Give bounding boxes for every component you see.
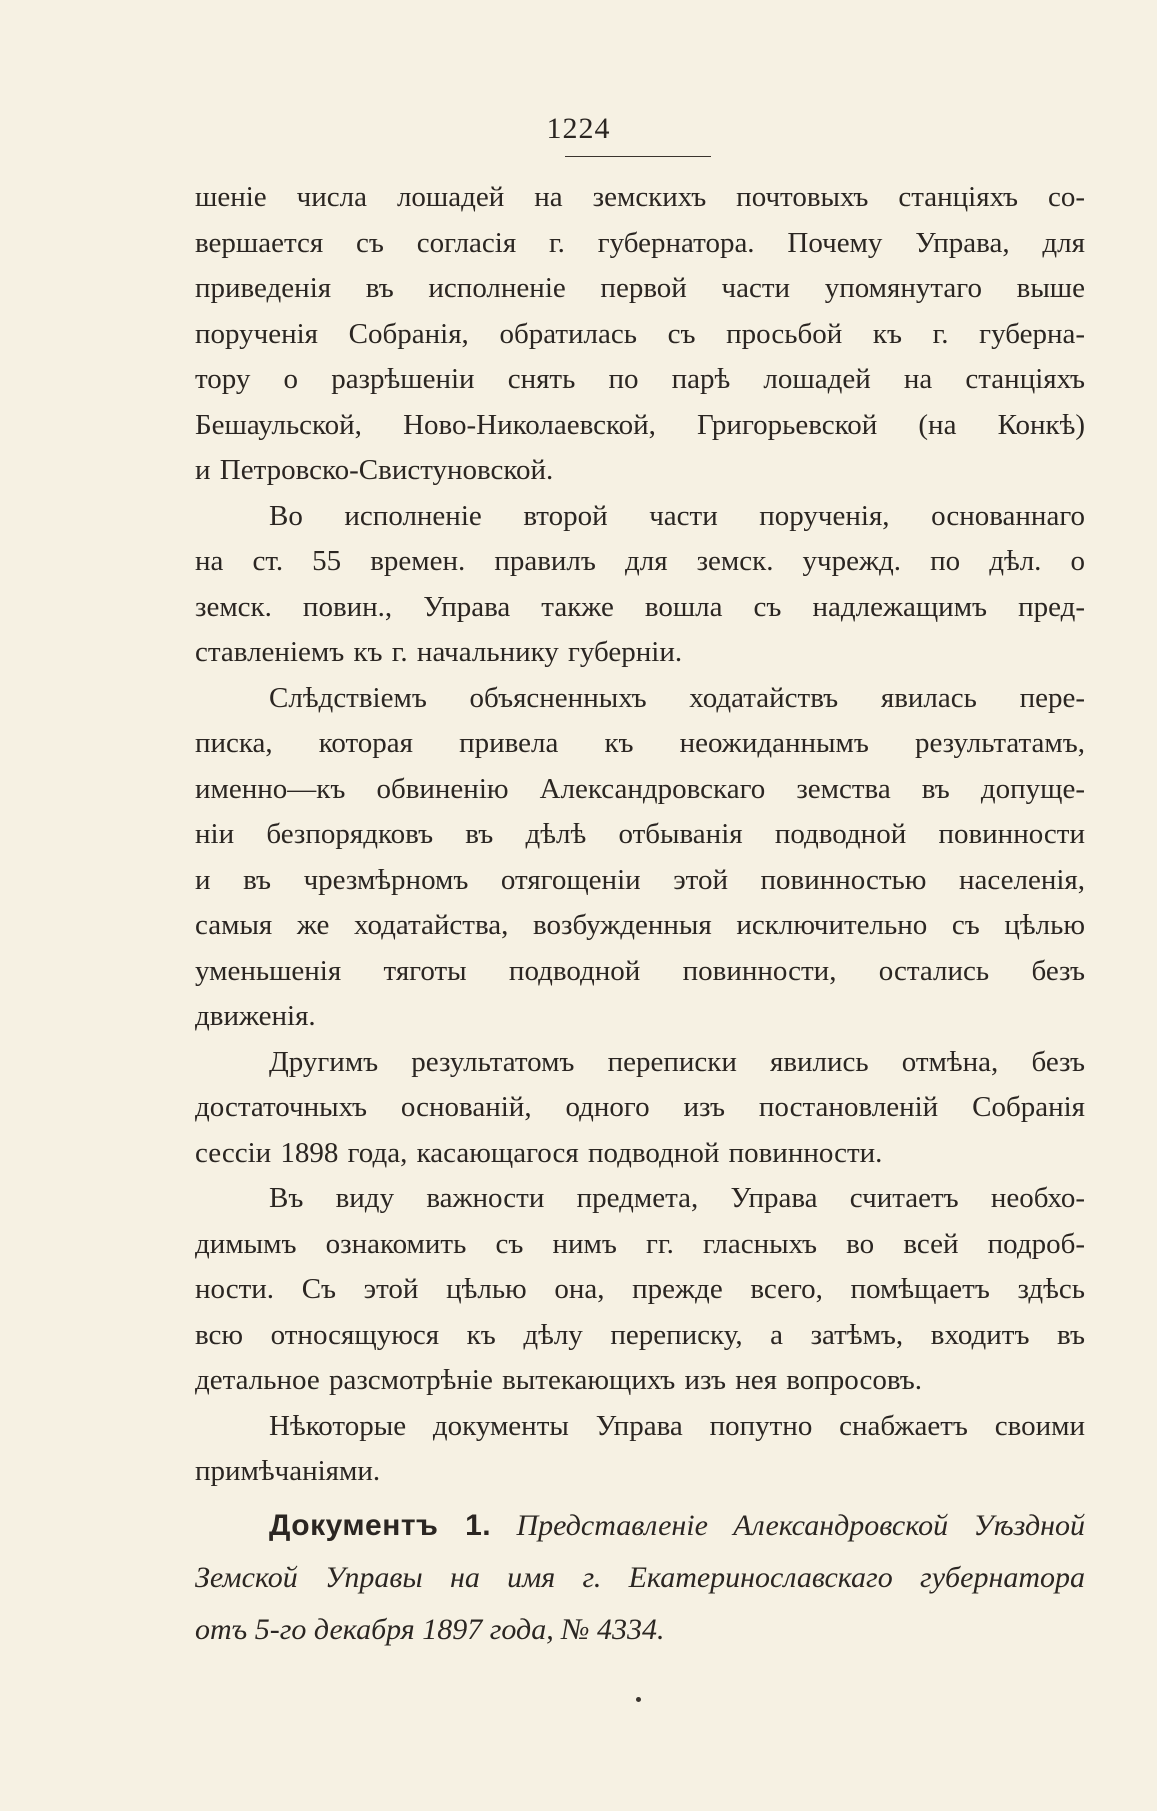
page-number: 1224 [546, 112, 611, 145]
document-heading [195, 1500, 1085, 1656]
text-line: примѣчаніями. [195, 1455, 381, 1487]
text-line: порученія Собранія, обратилась съ просьбой къ г. губерна- [195, 317, 1085, 350]
text-line: Въ виду важности предмета, Управа считаетъ необхо- [269, 1182, 1085, 1214]
text-line: приведенія въ исполненіе первой части упомянутаго выше [195, 272, 1085, 304]
heading-line [195, 1500, 1085, 1552]
text-line: достаточныхъ основаній, одного изъ постановленій Собранія [195, 1091, 1085, 1123]
text-line: Слѣдствіемъ объясненныхъ ходатайствъ явилась пере- [269, 681, 1085, 714]
text-line: димымъ ознакомить съ нимъ гг. гласныхъ во всей подроб- [195, 1227, 1085, 1260]
text-line: и въ чрезмѣрномъ отягощеніи этой повинностью населенія, [195, 863, 1085, 896]
paragraph [195, 494, 1085, 676]
page-number-underline [565, 156, 711, 157]
paragraph [195, 175, 1085, 494]
text-line: детальное разсмотрѣніе вытекающихъ изъ нея вопросовъ. [195, 1364, 923, 1396]
text-line: на ст. 55 времен. правилъ для земск. учрежд. по дѣл. о [195, 545, 1085, 577]
paragraph [195, 676, 1085, 1040]
paragraph [195, 1176, 1085, 1404]
paragraph [195, 1040, 1085, 1177]
text-line: тору о разрѣшеніи снять по парѣ лошадей на станціяхъ [195, 363, 1085, 395]
text-line: и Петровско-Свистуновской. [195, 454, 554, 486]
text-line: самыя же ходатайства, возбужденныя исключительно съ цѣлью [195, 909, 1085, 941]
text-line: ніи безпорядковъ въ дѣлѣ отбыванія подводной повинности [195, 818, 1085, 850]
text-line: ставленіемъ къ г. начальнику губерніи. [195, 636, 683, 668]
body-text [195, 175, 1085, 1656]
text-line: вершается съ согласія г. губернатора. Почему Управа, для [195, 226, 1085, 259]
text-line: шеніе числа лошадей на земскихъ почтовыхъ станціяхъ со- [195, 181, 1085, 213]
printing-dot [636, 1697, 641, 1702]
text-line: Нѣкоторые документы Управа попутно снабжаетъ своими [269, 1409, 1085, 1442]
text-line: Другимъ результатомъ переписки явились отмѣна, безъ [269, 1045, 1085, 1078]
text-line: Бешаульской, Ново-Николаевской, Григорьевской (на Конкѣ) [195, 408, 1085, 441]
text-line: сессіи 1898 года, касающагося подводной повинности. [195, 1136, 883, 1169]
document-title: отъ 5-го декабря 1897 года, № 4334. [195, 1612, 665, 1646]
text-line: земск. повин., Управа также вошла съ надлежащимъ пред- [195, 590, 1085, 623]
text-line: уменьшенія тяготы подводной повинности, остались безъ [195, 954, 1085, 987]
paragraph [195, 1404, 1085, 1495]
document-title: Представленіе Александровской Уѣздной [516, 1508, 1086, 1542]
text-line: ности. Съ этой цѣлью она, прежде всего, помѣщаетъ здѣсь [195, 1273, 1085, 1305]
document-title: Земской Управы на имя г. Екатеринославскаго губернатора [195, 1560, 1085, 1594]
document-label: Документъ 1. [269, 1508, 492, 1542]
text-line: Во исполненіе второй части порученія, основаннаго [269, 499, 1085, 532]
text-line: движенія. [195, 1000, 316, 1032]
text-line: писка, которая привела къ неожиданнымъ результатамъ, [195, 727, 1085, 759]
text-line: именно—къ обвиненію Александровскаго земства въ допуще- [195, 772, 1085, 805]
text-line: всю относящуюся къ дѣлу переписку, а затѣмъ, входитъ въ [195, 1318, 1085, 1351]
